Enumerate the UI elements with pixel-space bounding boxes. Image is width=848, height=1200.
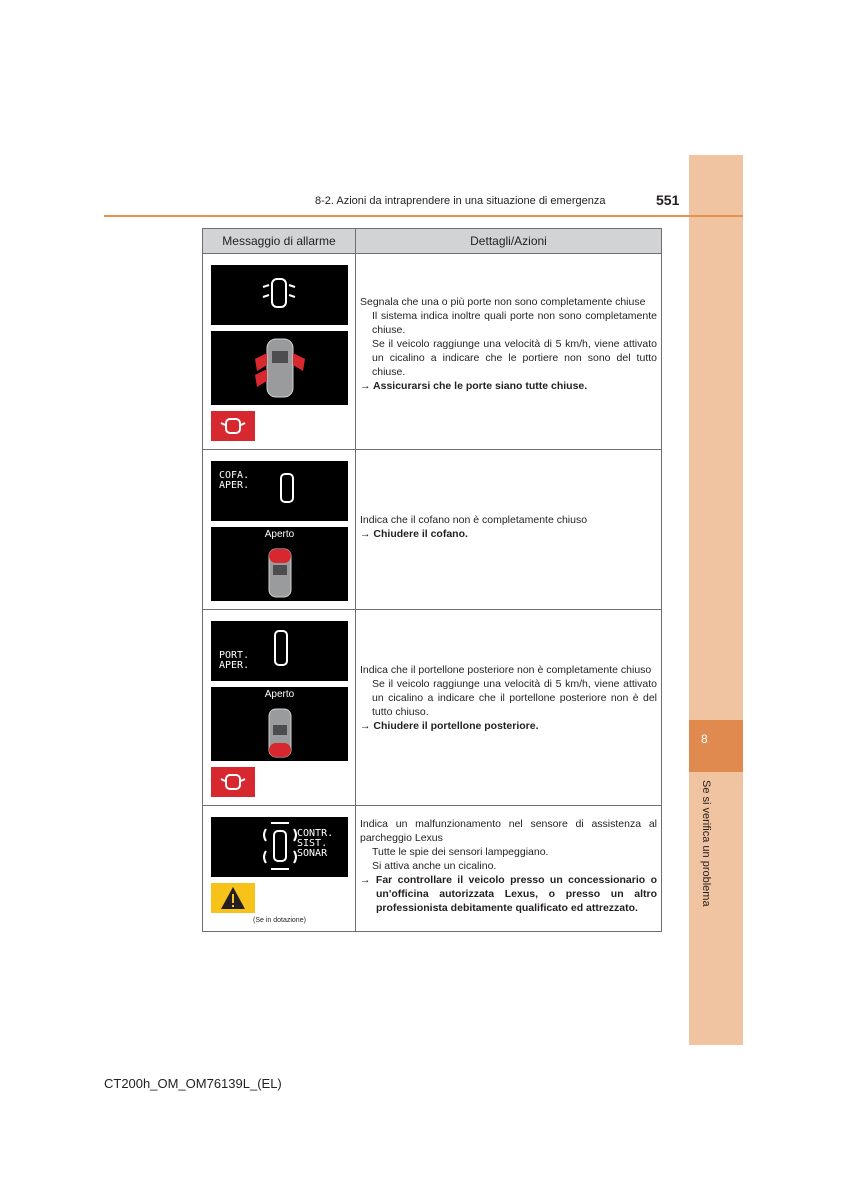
- row-1-action-text: Assicurarsi che le porte siano tutte chiuse.: [373, 380, 588, 392]
- car-hood-icon: [211, 461, 348, 521]
- row-4-action: [360, 873, 657, 915]
- row-1-description: [360, 295, 657, 393]
- tailgate-warning-icon: [211, 767, 255, 797]
- row-divider: [203, 609, 661, 610]
- arrow: →: [360, 380, 371, 392]
- display-doors-open: [211, 265, 348, 325]
- row-3-action: [360, 719, 657, 733]
- row-2-description: [360, 513, 657, 541]
- arrow: →: [360, 528, 371, 540]
- row-2-action-text: Chiudere il cofano.: [373, 528, 468, 540]
- optional-note: (Se in dotazione): [253, 917, 306, 924]
- header-message: Messaggio di allarme: [222, 234, 336, 248]
- table-header: [203, 229, 661, 254]
- warning-triangle-icon: [211, 883, 255, 913]
- document-code: CT200h_OM_OM76139L_(EL): [104, 1076, 282, 1091]
- section-title: 8-2. Azioni da intraprendere in una situazione di emergenza: [315, 195, 606, 207]
- car-doors-icon: [211, 265, 348, 325]
- row-2-action: [360, 527, 657, 541]
- status-open-label: Aperto: [264, 689, 295, 700]
- header-details: Dettagli/Azioni: [470, 234, 547, 248]
- car-hood-open-icon: [211, 527, 348, 601]
- display-hood-diagram: [211, 527, 348, 601]
- row-4-action-text: Far controllare il veicolo presso un concessionario o un'officina autorizzata Lexus, o presso un altro professionista debitamente qualificato ed attrezzato.: [375, 874, 657, 914]
- sonar-check-text: CONTR. SIST. SONAR: [297, 828, 334, 859]
- row-divider: [203, 805, 661, 806]
- column-divider: [355, 229, 356, 931]
- row-1-line: Se il veicolo raggiunge una velocità di 5 km/h, viene attivato un cicalino a indicare che le portiere non sono del tutto chiuse.: [372, 338, 657, 378]
- display-tailgate-open: [211, 621, 348, 681]
- chapter-side-tab: [689, 155, 743, 1045]
- row-4-line: Indica un malfunzionamento nel sensore di assistenza al parcheggio Lexus: [360, 818, 657, 844]
- row-divider: [203, 449, 661, 450]
- chapter-number: 8: [701, 732, 708, 746]
- car-tailgate-open-icon: [211, 687, 348, 761]
- row-1-line: Segnala che una o più porte non sono completamente chiuse: [360, 296, 646, 308]
- status-open-label: Aperto: [264, 529, 295, 540]
- car-doors-open-icon: [211, 331, 348, 405]
- row-3-line: Se il veicolo raggiunge una velocità di 5 km/h, viene attivato un cicalino a indicare che il portellone posteriore non è del tutto chiuso.: [372, 678, 657, 718]
- warning-table: [202, 228, 662, 932]
- car-tailgate-icon: [211, 621, 348, 681]
- door-warning-icon: [211, 411, 255, 441]
- row-1-line: Il sistema indica inoltre quali porte non sono completamente chiuse.: [372, 310, 657, 336]
- row-1-action: [360, 379, 657, 393]
- arrow: →: [360, 720, 371, 732]
- page-number: 551: [656, 192, 680, 208]
- row-3-description: [360, 663, 657, 733]
- arrow: →: [360, 874, 371, 886]
- display-hood-open: [211, 461, 348, 521]
- display-tailgate-diagram: [211, 687, 348, 761]
- header-rule: [104, 215, 743, 217]
- display-doors-diagram: [211, 331, 348, 405]
- row-4-line: Tutte le spie dei sensori lampeggiano.: [372, 846, 549, 858]
- row-3-line: Indica che il portellone posteriore non è completamente chiuso: [360, 664, 652, 676]
- hood-open-text: COFA. APER.: [219, 470, 250, 491]
- tailgate-open-text: PORT. APER.: [219, 650, 250, 671]
- row-2-line: Indica che il cofano non è completamente chiuso: [360, 514, 588, 526]
- row-4-description: [360, 817, 657, 915]
- chapter-label: Se si verifica un problema: [700, 780, 712, 907]
- chapter-number-tab: [689, 720, 743, 772]
- row-3-action-text: Chiudere il portellone posteriore.: [373, 720, 539, 732]
- display-sonar-check: [211, 817, 348, 877]
- row-4-line: Si attiva anche un cicalino.: [372, 860, 497, 872]
